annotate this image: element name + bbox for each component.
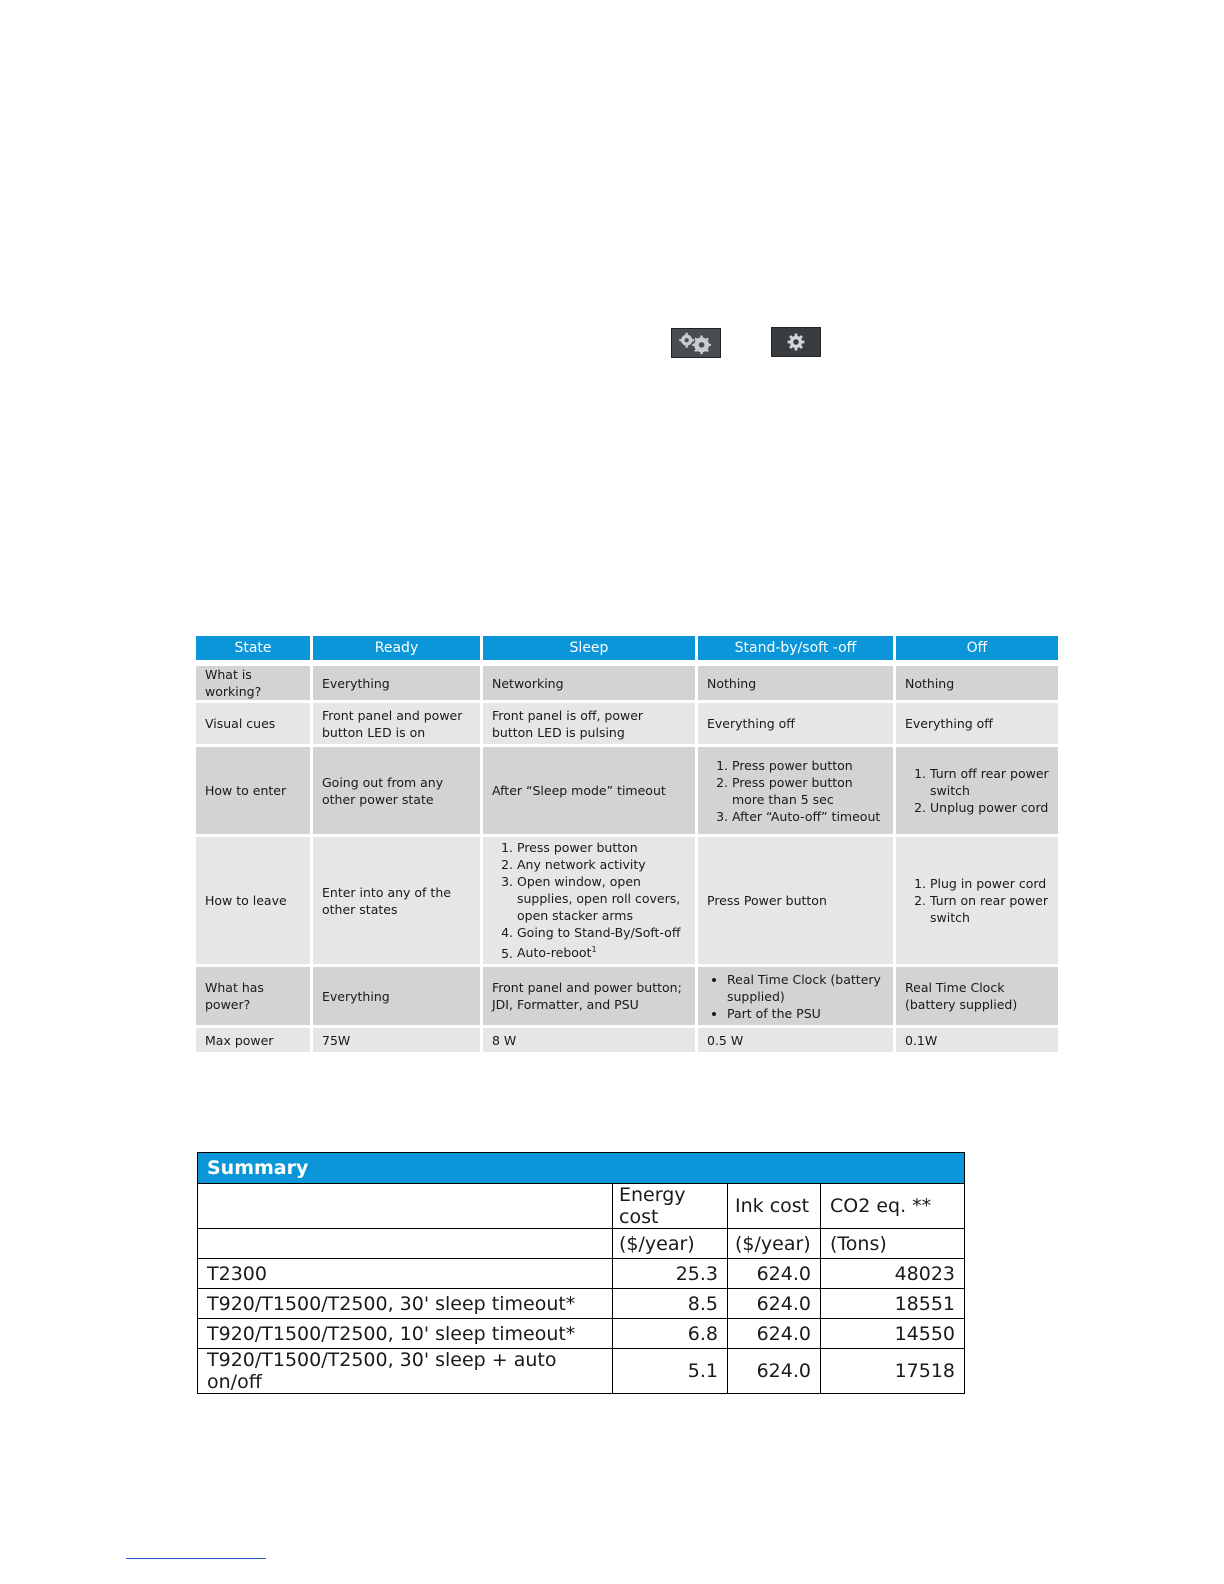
summary-row bbox=[198, 1349, 965, 1394]
cell-ready: Going out from any other power state bbox=[313, 747, 483, 837]
summary-header-cell: ($/year) bbox=[613, 1229, 728, 1259]
row-how-to-leave bbox=[196, 837, 1058, 967]
settings-gear-icon bbox=[771, 327, 821, 357]
states-header-row bbox=[196, 636, 1058, 666]
summary-co2: 17518 bbox=[821, 1349, 965, 1394]
summary-header-cell: Energy cost bbox=[613, 1184, 728, 1229]
cell-standby: 0.5 W bbox=[698, 1028, 896, 1055]
list-item: 2. Turn on rear power switch bbox=[930, 892, 1049, 926]
list-item: 1. Plug in power cord bbox=[930, 875, 1049, 892]
summary-header-cell bbox=[198, 1229, 613, 1259]
row-what-is-working bbox=[196, 666, 1058, 703]
cell-off: 0.1W bbox=[896, 1028, 1058, 1055]
row-label: What is working? bbox=[196, 666, 313, 703]
row-label: Visual cues bbox=[196, 703, 313, 747]
cell-standby: Everything off bbox=[698, 703, 896, 747]
cell-sleep: Front panel and power button; JDI, Formatter, and PSU bbox=[483, 967, 698, 1028]
summary-ink-cost: 624.0 bbox=[728, 1349, 821, 1394]
cell-standby bbox=[698, 967, 896, 1028]
summary-model: T920/T1500/T2500, 10' sleep timeout* bbox=[198, 1319, 613, 1349]
list-item: 3. After “Auto-off” timeout bbox=[732, 808, 884, 825]
summary-title: Summary bbox=[198, 1153, 965, 1184]
power-states-table bbox=[196, 636, 1058, 1055]
cell-off bbox=[896, 837, 1058, 967]
row-label: Max power bbox=[196, 1028, 313, 1055]
cell-sleep: 8 W bbox=[483, 1028, 698, 1055]
row-how-to-enter bbox=[196, 747, 1058, 837]
list-item: • Real Time Clock (battery supplied) bbox=[727, 971, 884, 1005]
cell-ready: Everything bbox=[313, 666, 483, 703]
summary-ink-cost: 624.0 bbox=[728, 1289, 821, 1319]
row-label: How to enter bbox=[196, 747, 313, 837]
summary-header-cell: Ink cost bbox=[728, 1184, 821, 1229]
summary-energy-cost: 6.8 bbox=[613, 1319, 728, 1349]
summary-energy-cost: 8.5 bbox=[613, 1289, 728, 1319]
cell-ready: Everything bbox=[313, 967, 483, 1028]
row-what-has-power bbox=[196, 967, 1058, 1028]
summary-header-cell: CO2 eq. ** bbox=[821, 1184, 965, 1229]
summary-row bbox=[198, 1259, 965, 1289]
summary-model: T2300 bbox=[198, 1259, 613, 1289]
summary-energy-cost: 25.3 bbox=[613, 1259, 728, 1289]
summary-header-cell bbox=[198, 1184, 613, 1229]
cell-standby: Nothing bbox=[698, 666, 896, 703]
header-off: Off bbox=[896, 636, 1058, 666]
summary-header-cell: (Tons) bbox=[821, 1229, 965, 1259]
cell-sleep bbox=[483, 837, 698, 967]
header-standby: Stand-by/soft -off bbox=[698, 636, 896, 666]
cell-ready: Front panel and power button LED is on bbox=[313, 703, 483, 747]
list-item: 4. Going to Stand-By/Soft-off bbox=[517, 924, 686, 941]
list-item-text: Auto-reboot bbox=[517, 945, 592, 961]
summary-row bbox=[198, 1289, 965, 1319]
list-item: 2. Any network activity bbox=[517, 856, 686, 873]
row-max-power bbox=[196, 1028, 1058, 1055]
summary-table bbox=[197, 1152, 965, 1394]
summary-co2: 18551 bbox=[821, 1289, 965, 1319]
header-ready: Ready bbox=[313, 636, 483, 666]
cell-off bbox=[896, 747, 1058, 837]
summary-units-row bbox=[198, 1229, 965, 1259]
cell-off: Nothing bbox=[896, 666, 1058, 703]
cell-standby: Press Power button bbox=[698, 837, 896, 967]
summary-ink-cost: 624.0 bbox=[728, 1319, 821, 1349]
cell-sleep: Networking bbox=[483, 666, 698, 703]
footnote-separator bbox=[126, 1558, 266, 1559]
list-item: 2. Unplug power cord bbox=[930, 799, 1049, 816]
summary-co2: 48023 bbox=[821, 1259, 965, 1289]
summary-header-row bbox=[198, 1184, 965, 1229]
row-label: What has power? bbox=[196, 967, 313, 1028]
summary-header-cell: ($/year) bbox=[728, 1229, 821, 1259]
cell-off: Real Time Clock (battery supplied) bbox=[896, 967, 1058, 1028]
list-item: 1. Press power button bbox=[732, 757, 884, 774]
row-visual-cues bbox=[196, 703, 1058, 747]
list-item: 1. Turn off rear power switch bbox=[930, 765, 1049, 799]
list-item: • Part of the PSU bbox=[727, 1005, 884, 1022]
cell-sleep: Front panel is off, power button LED is pulsing bbox=[483, 703, 698, 747]
summary-energy-cost: 5.1 bbox=[613, 1349, 728, 1394]
list-item: 1. Press power button bbox=[517, 839, 686, 856]
summary-row bbox=[198, 1319, 965, 1349]
footnote-marker: 1 bbox=[591, 945, 597, 955]
cell-off: Everything off bbox=[896, 703, 1058, 747]
header-state: State bbox=[196, 636, 313, 666]
cell-sleep: After “Sleep mode” timeout bbox=[483, 747, 698, 837]
header-sleep: Sleep bbox=[483, 636, 698, 666]
settings-gears-icon bbox=[671, 328, 721, 358]
row-label: How to leave bbox=[196, 837, 313, 967]
cell-standby bbox=[698, 747, 896, 837]
list-item: 3. Open window, open supplies, open roll covers, open stacker arms bbox=[517, 873, 686, 924]
summary-co2: 14550 bbox=[821, 1319, 965, 1349]
summary-ink-cost: 624.0 bbox=[728, 1259, 821, 1289]
summary-model: T920/T1500/T2500, 30' sleep + auto on/off bbox=[198, 1349, 613, 1394]
list-item bbox=[517, 941, 686, 961]
list-item: 2. Press power button more than 5 sec bbox=[732, 774, 884, 808]
cell-ready: Enter into any of the other states bbox=[313, 837, 483, 967]
cell-ready: 75W bbox=[313, 1028, 483, 1055]
summary-model: T920/T1500/T2500, 30' sleep timeout* bbox=[198, 1289, 613, 1319]
